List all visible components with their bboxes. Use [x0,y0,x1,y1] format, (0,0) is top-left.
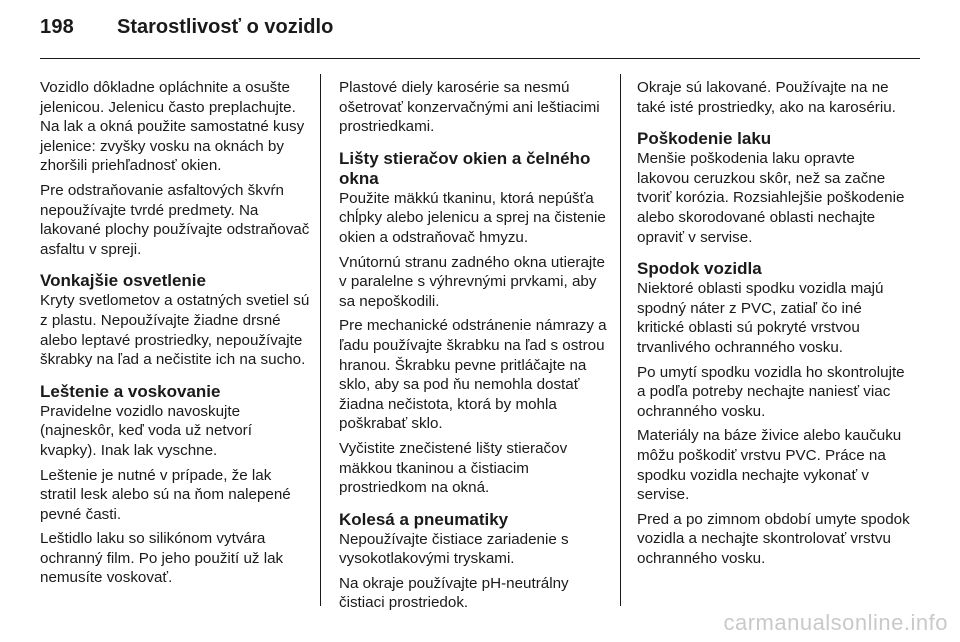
paragraph: Pravidelne vozidlo navoskujte (najneskôr, keď voda už netvorí kvapky). Inak lak vyschne. [40,402,252,459]
paragraph: Niektoré oblasti spodku vozidla majú spodný náter z PVC, zatiaľ čo iné kritické oblasti sú pokryté vrstvou trvanlivého ochranného vosku. [637,280,884,356]
header-divider [40,58,920,59]
paragraph: Na okraje používajte pH-neutrálny čistiaci prostriedok. [339,574,569,612]
page-header [40,16,920,50]
watermark-text: carmanualsonline.info [723,610,948,635]
page-number: 198 [40,16,74,38]
paragraph: Vozidlo dôkladne opláchnite a osušte jelenicou. Jelenicu často preplachujte. Na lak a okná použite samostatné kusy jelenice: zvyšky vosku na oknách by zhoršili priehľadnosť okien. [40,79,305,175]
section-heading: Poškodenie laku [637,129,772,149]
section-heading: Leštenie a voskovanie [40,381,221,401]
paragraph: Materiály na báze živice alebo kaučuku môžu poškodiť vrstvu PVC. Práce na spodku vozidla nechajte vykonať v servise. [637,427,902,504]
section-heading: Kolesá a pneumatiky [339,509,509,529]
text-column-1 [40,78,310,593]
paragraph: Pred a po zimnom období umyte spodok vozidla a nechajte skontrolovať vrstvu ochranného vosku. [637,510,910,567]
text-column-2 [339,78,611,618]
paragraph: Po umytí spodku vozidla ho skontrolujte a podľa potreby nechajte naniesť viac ochranného vosku. [637,363,905,420]
section-heading: Vonkajšie osvetlenie [40,271,206,291]
paragraph: Plastové diely karosérie sa nesmú ošetrovať konzervačnými ani leštiacimi prostriedkami. [339,79,600,136]
section-heading: Lišty stieračov okien a čelného okna [339,148,591,188]
section-heading: Spodok vozidla [637,259,762,279]
column-divider-1 [320,74,321,606]
text-column-3 [637,78,911,573]
column-divider-2 [620,74,621,606]
paragraph: Kryty svetlometov a ostatných svetiel sú z plastu. Nepoužívajte žiadne drsné alebo leptavé prostriedky, nepoužívajte škrabky na ľad a nečistite ich na sucho. [40,292,310,369]
paragraph: Leštidlo laku so silikónom vytvára ochranný film. Po jeho použití už lak nemusíte voskovať. [40,530,284,587]
paragraph: Pre odstraňovanie asfaltových škvŕn nepoužívajte tvrdé predmety. Na lakované plochy používajte odstraňovač asfaltu v spreji. [40,181,310,258]
paragraph: Pre mechanické odstránenie námrazy a ľadu používajte škrabku na ľad s ostrou hranou. Škrabku pevne pritláčajte na sklo, aby sa pod ňu nemohla dostať žiadna nečistota, ktorá by mohla poškrabať sklo. [339,317,607,433]
paragraph: Nepoužívajte čistiace zariadenie s vysokotlakovými tryskami. [339,530,569,568]
paragraph: Vnútornú stranu zadného okna utierajte v paralelne s výhrevnými prvkami, aby sa nepoškodili. [339,253,605,310]
paragraph: Použite mäkkú tkaninu, ktorá nepúšťa chĺpky alebo jelenicu a sprej na čistenie okien a odstraňovač hmyzu. [339,189,606,246]
paragraph: Leštenie je nutné v prípade, že lak stratil lesk alebo sú na ňom nalepené pevné časti. [40,466,291,523]
paragraph: Menšie poškodenia laku opravte lakovou ceruzkou skôr, než sa začne tvoriť korózia. Rozsiahlejšie poškodenie alebo skorodované oblasti nechajte opraviť v servise. [637,150,905,246]
paragraph: Vyčistite znečistené lišty stieračov mäkkou tkaninou a čistiacim prostriedkom na okná. [339,439,568,497]
page-title: Starostlivosť o vozidlo [117,16,334,38]
paragraph: Okraje sú lakované. Používajte na ne také isté prostriedky, ako na karosériu. [637,79,896,116]
